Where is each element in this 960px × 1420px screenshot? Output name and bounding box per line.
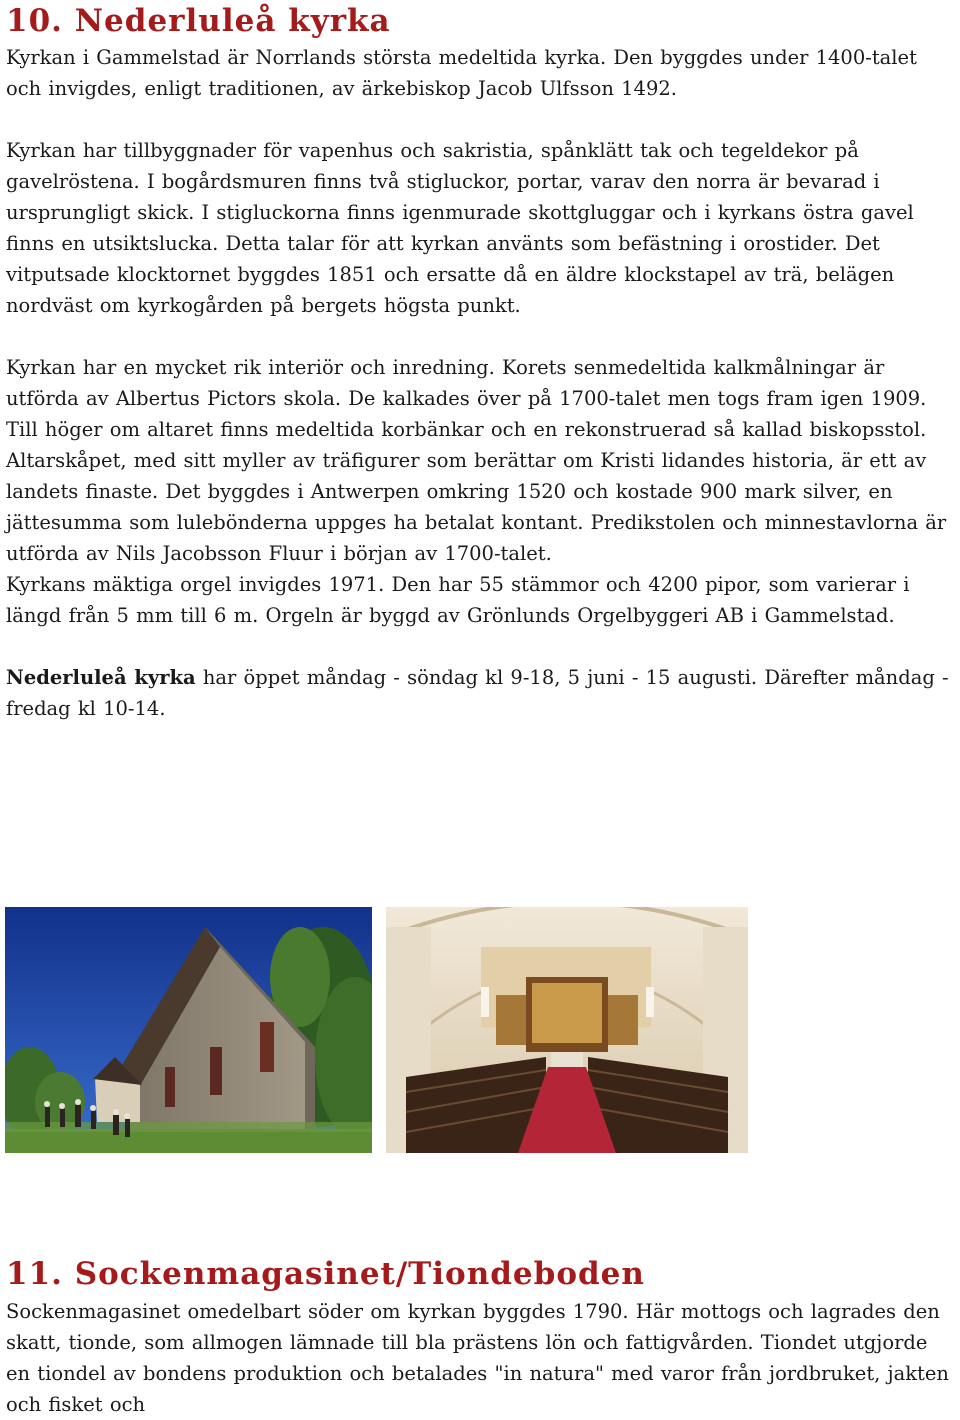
church-exterior-photo [5, 907, 372, 1153]
paragraph-interior: Kyrkan har en mycket rik interiör och inredning. Korets senmedeltida kalkmålningar är utförda av Albertus Pictors skola. De kalkades över på 1700-talet men togs fram igen 1909. Till höger om altaret finns medeltida korbänkar och en rekonstruerad så kallad biskopsstol. [6, 356, 927, 441]
paragraph-sockenmagasinet: Sockenmagasinet omedelbart söder om kyrkan byggdes 1790. Här mottogs och lagrades den skatt, tionde, som allmogen lämnade till bla prästens lön och fattigvården. Tiondet utgjorde en tiondel av bondens produktion och betalades "in natura" med varor från jordbruket, jakten och fisket och [6, 1300, 949, 1416]
paragraph-exterior: Kyrkan har tillbyggnader för vapenhus och sakristia, spånklätt tak och tegeldekor på gavelröstena. I bogårdsmuren finns två stigluckor, portar, varav den norra är bevarad i ursprungligt skick. I stigluckorna finns igenmurade skottgluggar och i kyrkans östra gavel finns en utsiktslucka. Detta talar för att kyrkan använts som befästning i orostider. Det vitputsade klocktornet byggdes 1851 och ersatte då en äldre klockstapel av trä, belägen nordväst om kyrkogården på bergets högsta punkt. [6, 139, 914, 317]
section-body-nederlulea-kyrka [6, 42, 956, 724]
opening-hours-text: har öppet måndag - söndag kl 9-18, 5 juni - 15 augusti. Därefter måndag - fredag kl 10-14. [6, 666, 949, 720]
church-exterior-illustration [5, 907, 372, 1153]
church-name: Nederluleå kyrka [6, 666, 196, 689]
paragraph-altarpiece: Altarskåpet, med sitt myller av träfigurer som berättar om Kristi lidandes historia, är ett av landets finaste. Det byggdes i Antwerpen omkring 1520 och kostade 900 mark silver, en jättesumma som lulebönderna uppges ha betalat kontant. Predikstolen och minnestavlorna är utförda av Nils Jacobsson Fluur i början av 1700-talet. [6, 449, 947, 565]
section-body-sockenmagasinet [6, 1296, 956, 1420]
section-heading-sockenmagasinet: 11. Sockenmagasinet/Tiondeboden [6, 1256, 645, 1292]
church-interior-illustration [386, 907, 748, 1153]
paragraph-organ: Kyrkans mäktiga orgel invigdes 1971. Den har 55 stämmor och 4200 pipor, som varierar i längd från 5 mm till 6 m. Orgeln är byggd av Grönlunds Orgelbyggeri AB i Gammelstad. [6, 573, 910, 627]
paragraph-opening-hours [6, 662, 956, 724]
paragraph-history: Kyrkan i Gammelstad är Norrlands största medeltida kyrka. Den byggdes under 1400-talet och invigdes, enligt traditionen, av ärkebiskop Jacob Ulfsson 1492. [6, 46, 917, 100]
section-heading-nederlulea-kyrka: 10. Nederluleå kyrka [6, 3, 391, 39]
church-interior-photo [386, 907, 748, 1153]
